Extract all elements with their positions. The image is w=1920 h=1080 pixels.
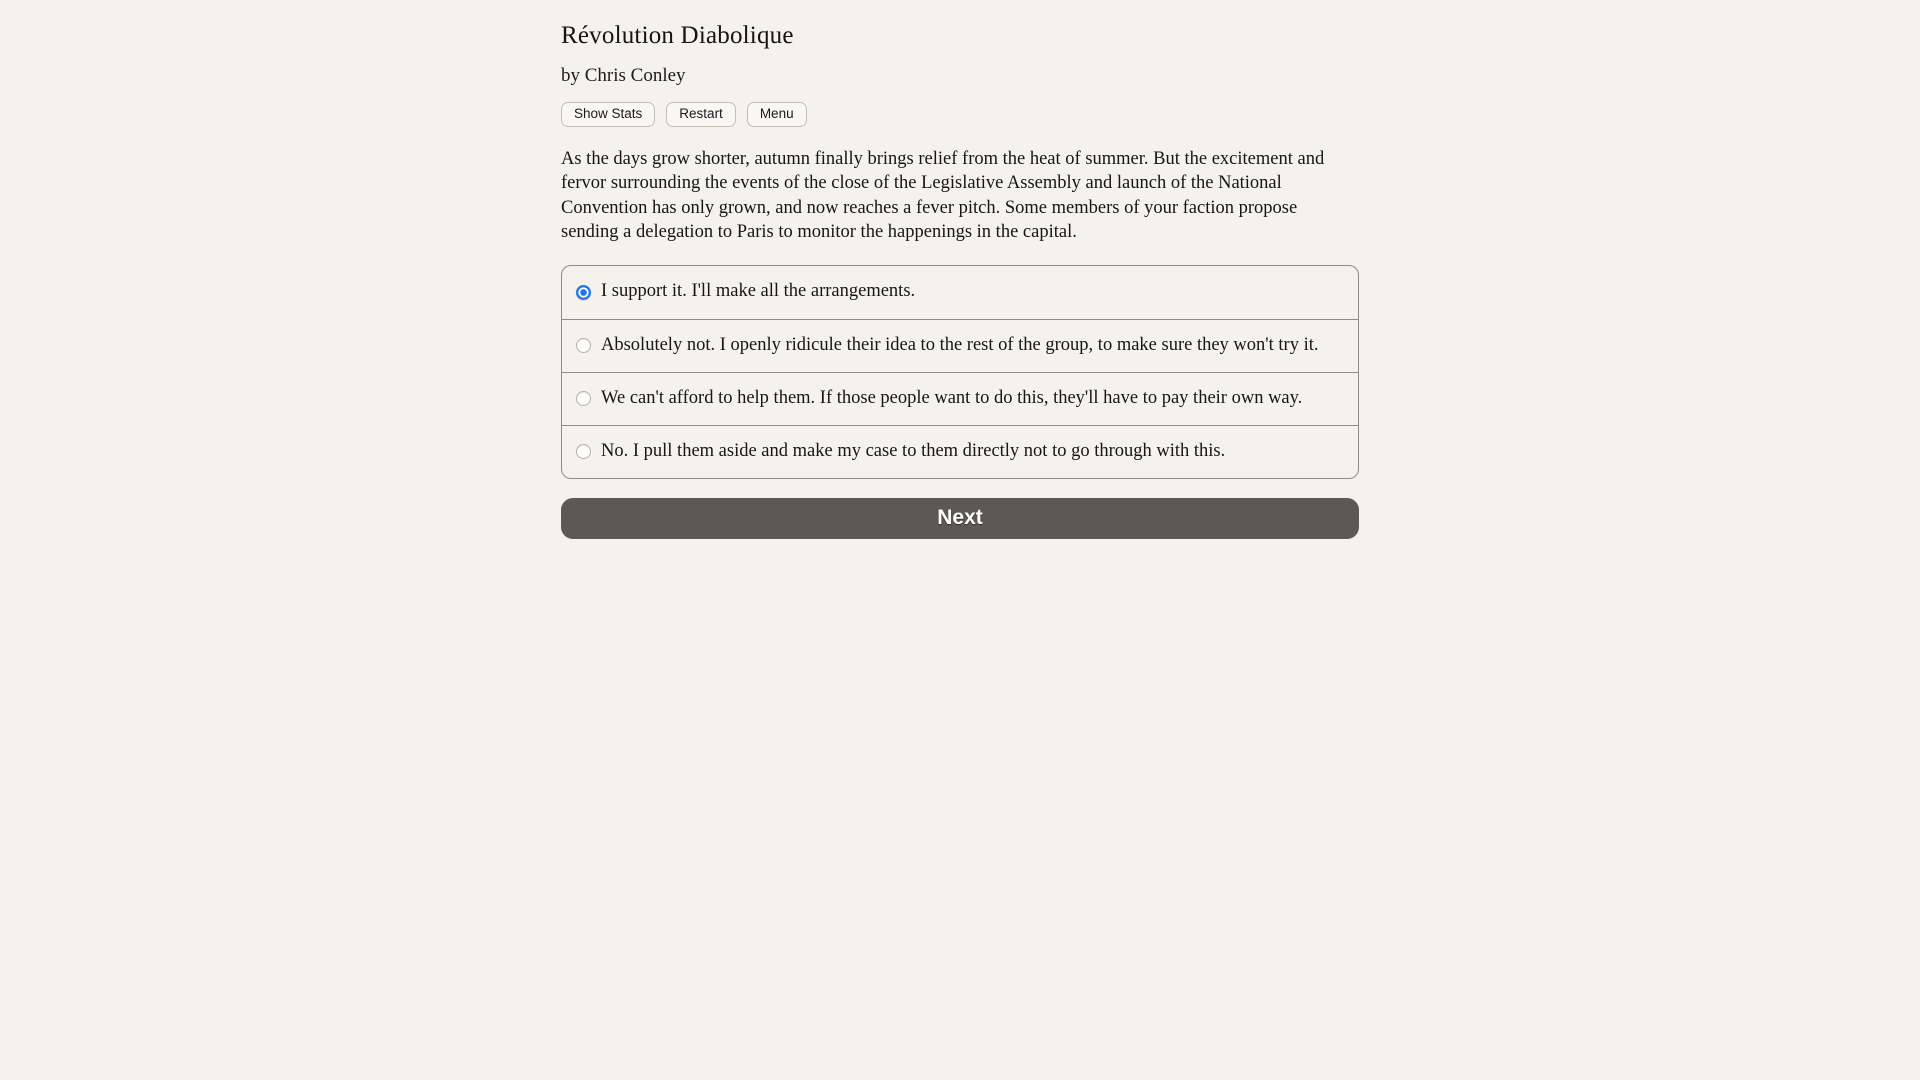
choice-label: No. I pull them aside and make my case to them directly not to go through with this. [601, 440, 1226, 461]
choice-label: I support it. I'll make all the arrangements. [601, 281, 916, 301]
toolbar [561, 102, 1359, 127]
story-author: by Chris Conley [561, 65, 686, 86]
radio-button-icon[interactable] [576, 444, 591, 459]
choice-option[interactable] [562, 425, 1358, 478]
story-page [561, 0, 1359, 539]
radio-button-icon[interactable] [576, 338, 591, 353]
choice-label: Absolutely not. I openly ridicule their idea to the rest of the group, to make sure they won't try it. [601, 334, 1319, 355]
menu-button[interactable]: Menu [747, 102, 807, 127]
choice-option[interactable] [562, 319, 1358, 372]
choice-list [561, 265, 1359, 479]
choice-option[interactable] [562, 266, 1358, 319]
restart-button[interactable]: Restart [666, 102, 736, 127]
next-button[interactable]: Next [561, 498, 1359, 539]
story-text: As the days grow shorter, autumn finally brings relief from the heat of summer. But the excitement and fervor surrounding the events of the close of the Legislative Assembly and launch of the National Convention has only grown, and now reaches a fever pitch. Some members of your faction propose sending a delegation to Paris to monitor the happenings in the capital. [561, 148, 1325, 242]
choice-option[interactable] [562, 372, 1358, 425]
show-stats-button[interactable]: Show Stats [561, 102, 655, 127]
choice-label: We can't afford to help them. If those people want to do this, they'll have to pay their own way. [601, 387, 1303, 408]
story-title: Révolution Diabolique [561, 22, 794, 49]
radio-button-icon[interactable] [576, 391, 591, 406]
radio-button-icon[interactable] [576, 285, 591, 300]
